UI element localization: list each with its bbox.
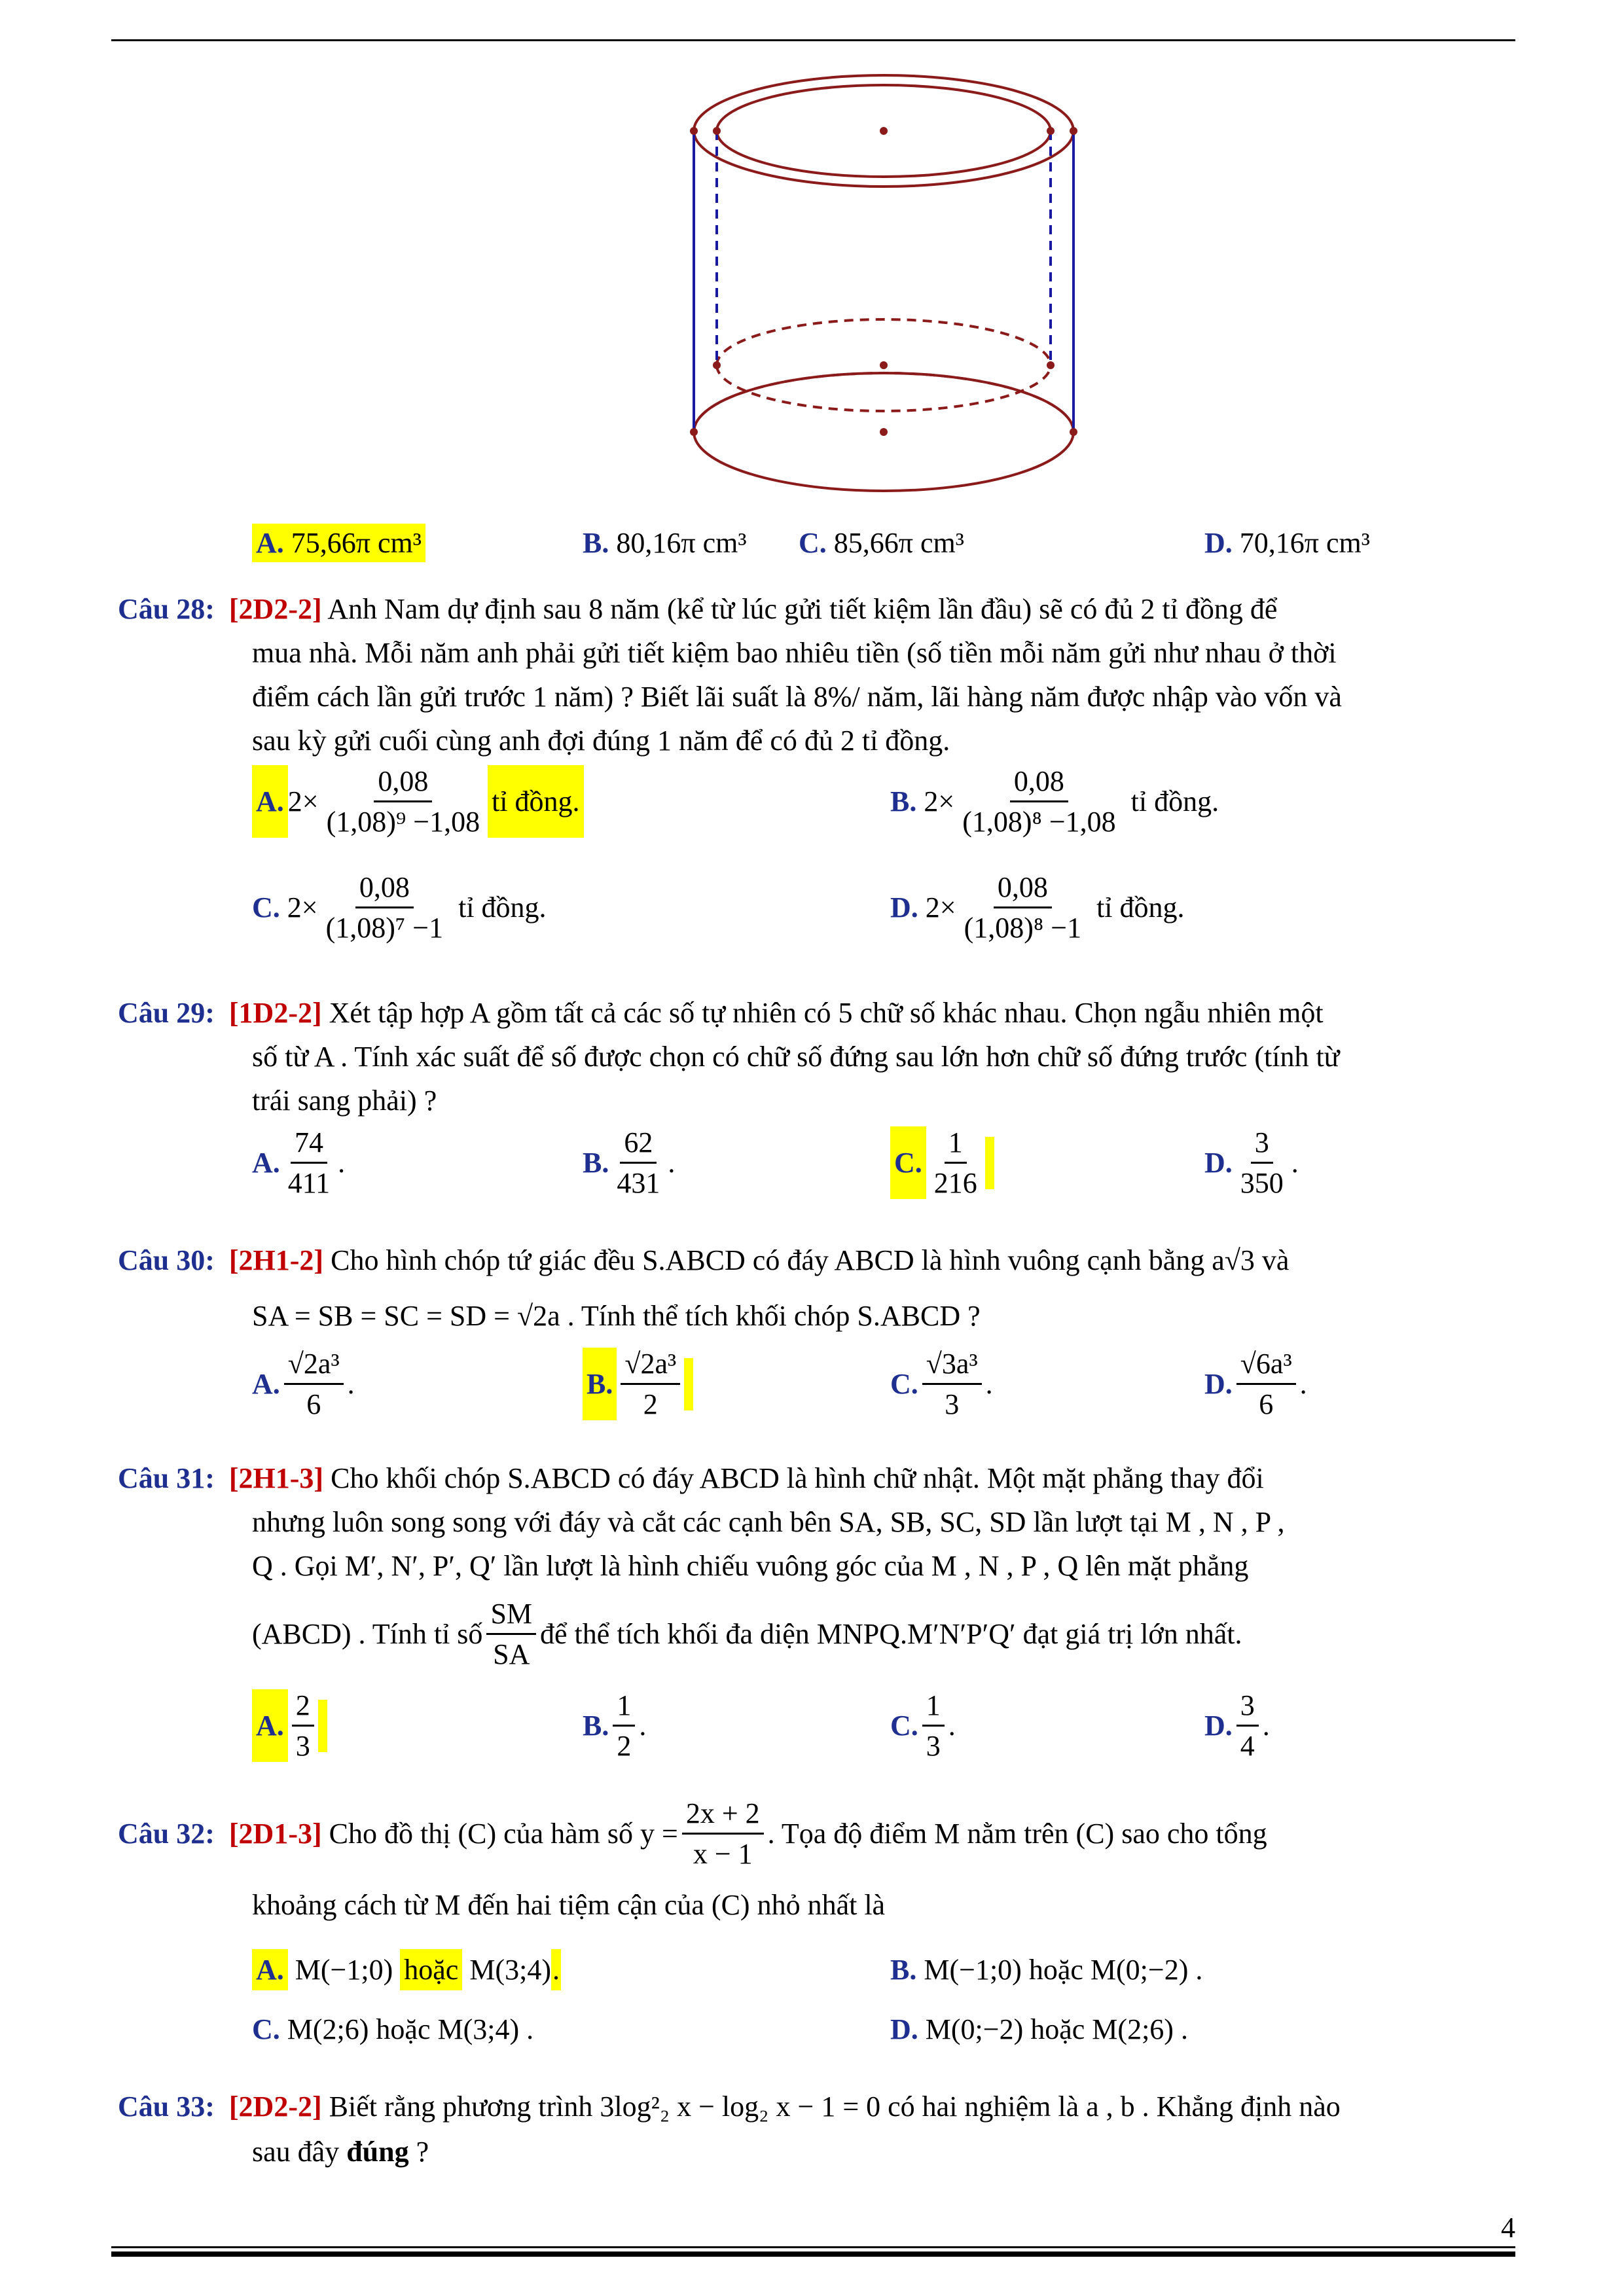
q31-line2: nhưng luôn song song với đáy và cắt các cạnh bên SA, SB, SC, SD lần lượt tại M , N , P , (252, 1506, 1285, 1538)
q31-option-d: D. $\frac{3}{4}$ . (1204, 1689, 1270, 1762)
q31-option-b: B. $\frac{1}{2}$ . (583, 1689, 647, 1762)
q33-line2: sau đây đúng ? (252, 2136, 429, 2168)
q29-option-a: A. $\frac{74}{411}$ . (252, 1126, 346, 1199)
q28-line2: mua nhà. Mỗi năm anh phải gửi tiết kiệm bao nhiêu tiền (số tiền mỗi năm gửi như nhau ở thời (252, 637, 1337, 669)
q29-option-d: D. $\frac{3}{350}$ . (1204, 1126, 1299, 1199)
q29-option-b: B. $\frac{62}{431}$ . (583, 1126, 676, 1199)
q32-line2: khoảng cách từ M đến hai tiệm cận của (C) nhỏ nhất là (252, 1889, 886, 1921)
cylinder-figure (681, 65, 1087, 511)
q32-option-c: C. M(2;6) hoặc M(3;4) . (252, 2013, 534, 2045)
q27-option-b: B. 80,16π cm³ (583, 527, 747, 559)
q27-option-a: A. 75,66π cm³ (252, 524, 425, 562)
footer-rule-thick (111, 2251, 1515, 2257)
q28-line4: sau kỳ gửi cuối cùng anh đợi đúng 1 năm để có đủ 2 tỉ đồng. (252, 725, 950, 757)
q31-option-c: C. $\frac{1}{3}$ . (890, 1689, 956, 1762)
q28-a-fraction: $\frac{0,08}{\text{(1,08)⁹ −1,08}}$ (326, 765, 480, 838)
q30-option-a: A. $\frac{\text{√2a³}}{6}$ . (252, 1348, 355, 1420)
q28-option-c: C. 2× $\frac{0,08}{\text{(1,08)⁷ −1}}$ tỉ đồng. (252, 871, 547, 944)
q28-line1: Câu 28: [2D2-2] Anh Nam dự định sau 8 năm (kể từ lúc gửi tiết kiệm lần đầu) sẽ có đủ 2 tỉ đồng để (118, 593, 1278, 625)
q28-option-a: A. 2× $\frac{0,08}{\text{(1,08)⁹ −1,08}}$ tỉ đồng. (252, 764, 584, 838)
q27-option-c: C. 85,66π cm³ (799, 527, 964, 559)
q31-line3: Q . Gọi M′, N′, P′, Q′ lần lượt là hình chiếu vuông góc của M , N , P , Q lên mặt phẳng (252, 1550, 1249, 1582)
q30-line2: SA = SB = SC = SD = √2a . Tính thể tích khối chóp S.ABCD ? (252, 1300, 981, 1332)
q32-line1: Câu 32: [2D1-3] Cho đồ thị (C) của hàm số y = $\frac{2x + 2}{x - 1}$ . Tọa độ điểm M nằm trên (C) sao cho tổng (118, 1797, 1267, 1870)
q31-line1: Câu 31: [2H1-3] Cho khối chóp S.ABCD có đáy ABCD là hình chữ nhật. Một mặt phẳng thay đổi (118, 1462, 1264, 1494)
q32-option-a: A. M(−1;0) hoặc M(3;4) . (252, 1949, 561, 1990)
q31-option-a: A. $\frac{2}{3}$ (252, 1689, 327, 1763)
q30-option-b: B. $\frac{\text{√2a³}}{2}$ (583, 1347, 693, 1421)
page-number: 4 (1501, 2212, 1515, 2244)
q27-option-d: D. 70,16π cm³ (1204, 527, 1370, 559)
q32-option-b: B. M(−1;0) hoặc M(0;−2) . (890, 1954, 1203, 1986)
footer-rule (111, 2246, 1515, 2248)
q29-option-c: C. $\frac{1}{216}$ (890, 1126, 994, 1200)
header-rule (111, 39, 1515, 41)
q27-options (252, 524, 425, 562)
q30-line1: Câu 30: [2H1-2] Cho hình chóp tứ giác đều S.ABCD có đáy ABCD là hình vuông cạnh bằng a√3 và (118, 1244, 1290, 1276)
q30-option-d: D. $\frac{\text{√6a³}}{6}$ . (1204, 1348, 1307, 1420)
q29-line2: số từ A . Tính xác suất để số được chọn có chữ số đứng sau lớn hơn chữ số đứng trước (tính từ (252, 1041, 1340, 1073)
q28-option-b: B. 2× $\frac{0,08}{\text{(1,08)⁸ −1,08}}$ tỉ đồng. (890, 765, 1219, 838)
q29-line1: Câu 29: [1D2-2] Xét tập hợp A gồm tất cả các số tự nhiên có 5 chữ số khác nhau. Chọn ngẫu nhiên một (118, 997, 1324, 1029)
q28-line3: điểm cách lần gửi trước 1 năm) ? Biết lãi suất là 8%/ năm, lãi hàng năm được nhập vào vốn và (252, 681, 1342, 713)
q28-option-d: D. 2× $\frac{0,08}{\text{(1,08)⁸ −1}}$ tỉ đồng. (890, 871, 1185, 944)
q30-option-c: C. $\frac{\text{√3a³}}{3}$ . (890, 1348, 993, 1420)
q29-line3: trái sang phải) ? (252, 1085, 437, 1117)
q31-line4: (ABCD) . Tính tỉ số $\frac{SM}{SA}$ để thể tích khối đa diện MNPQ.M′N′P′Q′ đạt giá trị lớn nhất. (252, 1598, 1242, 1670)
q32-option-d: D. M(0;−2) hoặc M(2;6) . (890, 2013, 1188, 2045)
q33-line1: Câu 33: [2D2-2] Biết rằng phương trình 3log²₂ x − log₂ x − 1 = 0 có hai nghiệm là a , b . Khẳng định nào (118, 2090, 1341, 2123)
